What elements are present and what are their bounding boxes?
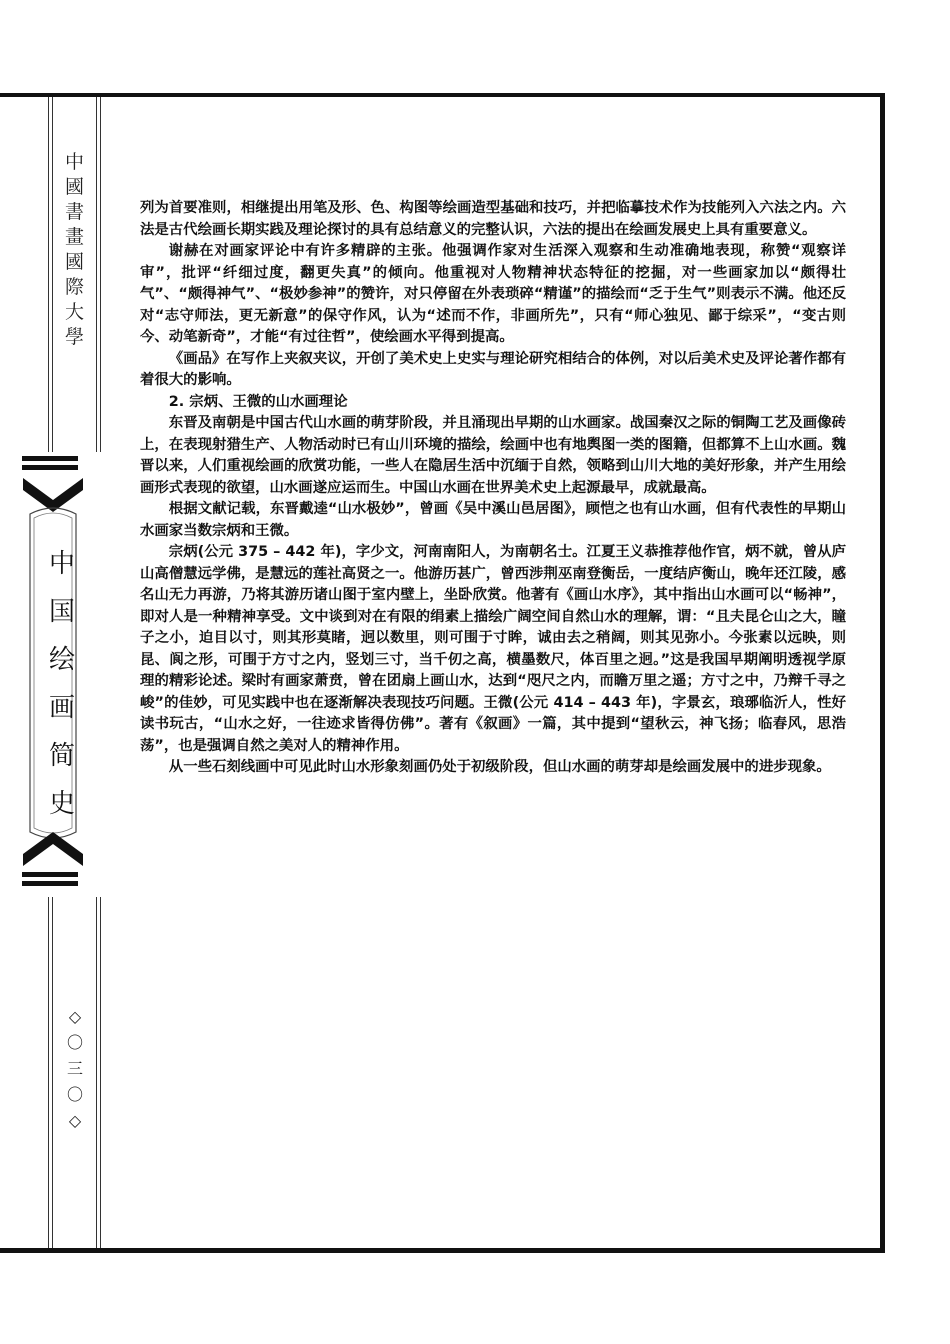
paragraph: 从一些石刻线画中可见此时山水形象刻画仍处于初级阶段，但山水画的萌芽却是绘画发展中的进步现象。 [168, 759, 831, 775]
page-number-char: 〇 [66, 1033, 83, 1052]
page-frame-right [880, 93, 885, 1253]
chevron-bottom-ornament [23, 832, 83, 866]
body-text [140, 198, 846, 779]
university-char: 中 [64, 151, 84, 173]
paragraph: 根据文献记载，东晋戴逵“山水极妙”，曾画《吴中溪山邑居图》，顾恺之也有山水画，但有代表性的早期山水画家当数宗炳和王微。 [140, 501, 846, 539]
university-char: 大 [64, 301, 84, 323]
university-char: 畫 [64, 226, 84, 248]
book-title-vertical [32, 540, 92, 828]
paragraph: 列为首要准则，相继提出用笔及形、色、构图等绘画造型基础和技巧，并把临摹技术作为技能列入六法之内。六法是古代绘画长期实践及理论探讨的具有总结意义的完整认识，六法的提出在绘画发展史上具有重要意义。 [140, 200, 846, 238]
diamond-icon: ◇ [68, 1111, 82, 1130]
university-name [53, 150, 96, 350]
university-char: 國 [64, 251, 84, 273]
page-frame-bottom [0, 1248, 885, 1253]
university-char: 書 [64, 201, 84, 223]
book-title-char: 史 [48, 789, 75, 819]
book-title-char: 绘 [48, 645, 75, 675]
paragraph: 宗炳(公元 375 – 442 年)，字少文，河南南阳人，为南朝名士。江夏王义恭推荐他作官，炳不就，曾从庐山高僧慧远学佛，是慧远的莲社高贤之一。他游历甚广，曾西涉荆巫南登衡岳，一度结庐衡山，晚年还江陵，感名山无力再游，乃将其游历诸山图于室内壁上，坐卧欣赏。他著有《画山水序》，其中指出山水画可以“畅神”，即对人是一种精神享受。文中谈到对在有限的绢素上描绘广阔空间自然山水的理解，谓：“且夫昆仑山之大，瞳子之小，迫目以寸，则其形莫睹，迥以数里，则可围于寸眸，诚由去之稍阔，则其见弥小。今张素以远映，则昆、阆之形，可围于方寸之内，竖划三寸，当千仞之高，横墨数尺，体百里之迥。”这是我国早期阐明透视学原理的精彩论述。梁时有画家萧贲，曾在团扇上画山水，达到“咫尺之内，而瞻万里之遥；方寸之中，乃辩千寻之峻”的佳妙，可见实践中也在逐渐解决表现技巧问题。王微(公元 414 – 443 年)，字景玄，琅琊临沂人，性好读书玩古，“山水之好，一往迹求皆得仿佛”。著有《叙画》一篇，其中提到“望秋云，神飞扬；临春风，思浩荡”，也是强调自然之美对人的精神作用。 [140, 544, 846, 754]
book-title-char: 国 [48, 597, 75, 627]
diamond-icon: ◇ [68, 1007, 82, 1026]
ornament-bar [22, 881, 78, 886]
university-char: 國 [64, 176, 84, 198]
paragraph: 东晋及南朝是中国古代山水画的萌芽阶段，并且涌现出早期的山水画家。战国秦汉之际的铜陶工艺及画像砖上，在表现射猎生产、人物活动时已有山川环境的描绘，绘画中也有地舆图一类的图籍，但都算不上山水画。魏晋以来，人们重视绘画的欣赏功能，一些人在隐居生活中沉缅于自然，领略到山川大地的美好形象，并产生用绘画形式表现的欲望，山水画遂应运而生。中国山水画在世界美术史上起源最早，成就最高。 [140, 415, 846, 496]
page-number [60, 1004, 90, 1134]
page-number-char: 〇 [66, 1085, 83, 1104]
university-char: 際 [64, 276, 84, 298]
book-title-char: 中 [48, 549, 75, 579]
chevron-top-ornament [23, 478, 83, 512]
book-title-char: 简 [48, 741, 75, 771]
university-char: 學 [64, 326, 84, 348]
paragraph: 谢赫在对画家评论中有许多精辟的主张。他强调作家对生活深入观察和生动准确地表现，称赞“观察详审”，批评“纤细过度，翻更失真”的倾向。他重视对人物精神状态特征的挖掘，对一些画家加以“颇得壮气”、“颇得神气”、“极妙参神”的赞许，对只停留在外表琐碎“精谨”的描绘而“乏于生气”则表示不满。他还反对“志守师法，更无新意”的保守作风，认为“述而不作，非画所先”，只有“师心独见、鄙于综采”，“变古则今、动笔新奇”，才能“有过往哲”，使绘画水平得到提高。 [140, 243, 846, 345]
book-title-char: 画 [48, 693, 75, 723]
paragraph: 《画品》在写作上夹叙夹议，开创了美术史上史实与理论研究相结合的体例，对以后美术史及评论著作都有着很大的影响。 [140, 350, 846, 388]
ornament-bar [22, 456, 78, 461]
page-number-char: 三 [66, 1059, 83, 1078]
title-block-bottom-bars [22, 872, 78, 890]
section-heading: 2. 宗炳、王微的山水画理论 [168, 393, 348, 410]
ornament-bar [22, 872, 78, 877]
page-frame-top [0, 93, 885, 97]
